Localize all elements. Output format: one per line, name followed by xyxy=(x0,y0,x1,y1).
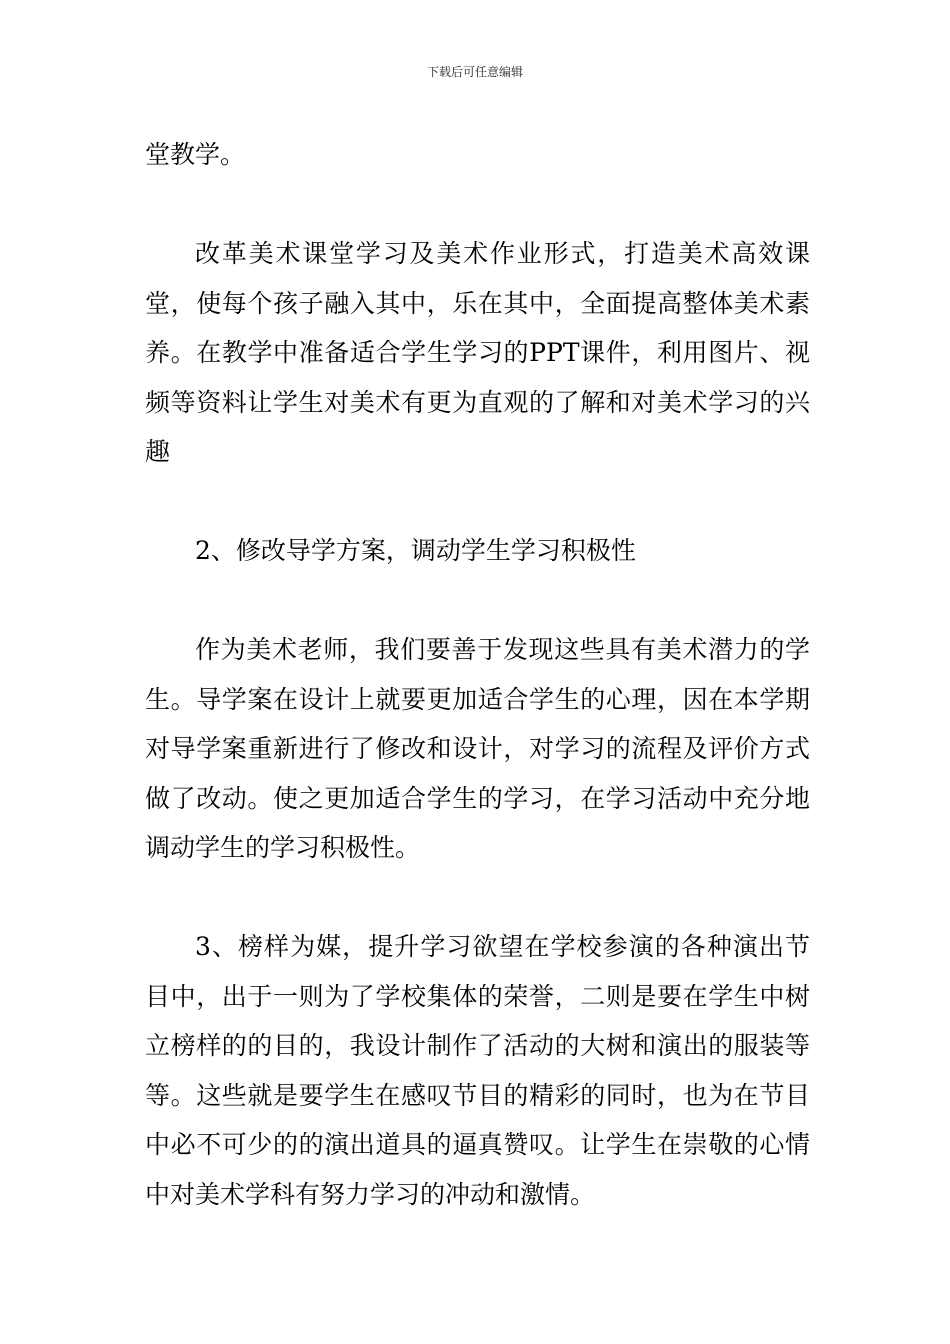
paragraph-gap xyxy=(145,873,810,923)
paragraph-gap xyxy=(145,180,810,230)
paragraph-role-models: 3、榜样为媒，提升学习欲望在学校参演的各种演出节目中，出于一则为了学校集体的荣誉，二则是要在学生中树立榜样的的目的，我设计制作了活动的大树和演出的服装等等。这些就是要学生在感叹节目的精彩的同时，也为在节目中必不可少的的演出道具的逼真赞叹。让学生在崇敬的心情中对美术学科有努力学习的冲动和激情。 xyxy=(145,932,810,1209)
paragraph-art-classroom-reform: 改革美术课堂学习及美术作业形式，打造美术高效课堂，使每个孩子融入其中，乐在其中，全面提高整体美术素养。在教学中准备适合学生学习的PPT课件，利用图片、视频等资料让学生对美术有更为直观的了解和对美术学习的兴趣 xyxy=(145,239,810,466)
section-heading-guided-learning: 2、修改导学方案，调动学生学习积极性 xyxy=(195,536,636,565)
page-header: 下载后可任意编辑 xyxy=(426,65,523,79)
paragraph-gap xyxy=(145,477,810,527)
paragraph-guided-learning: 作为美术老师，我们要善于发现这些具有美术潜力的学生。导学案在设计上就要更加适合学生的心理，因在本学期对导学案重新进行了修改和设计，对学习的流程及评价方式做了改动。使之更加适合学生的学习，在学习活动中充分地调动学生的学习积极性。 xyxy=(145,635,810,862)
document-body xyxy=(145,130,810,1219)
paragraph-continuation: 堂教学。 xyxy=(145,140,246,169)
paragraph-gap xyxy=(145,576,810,626)
